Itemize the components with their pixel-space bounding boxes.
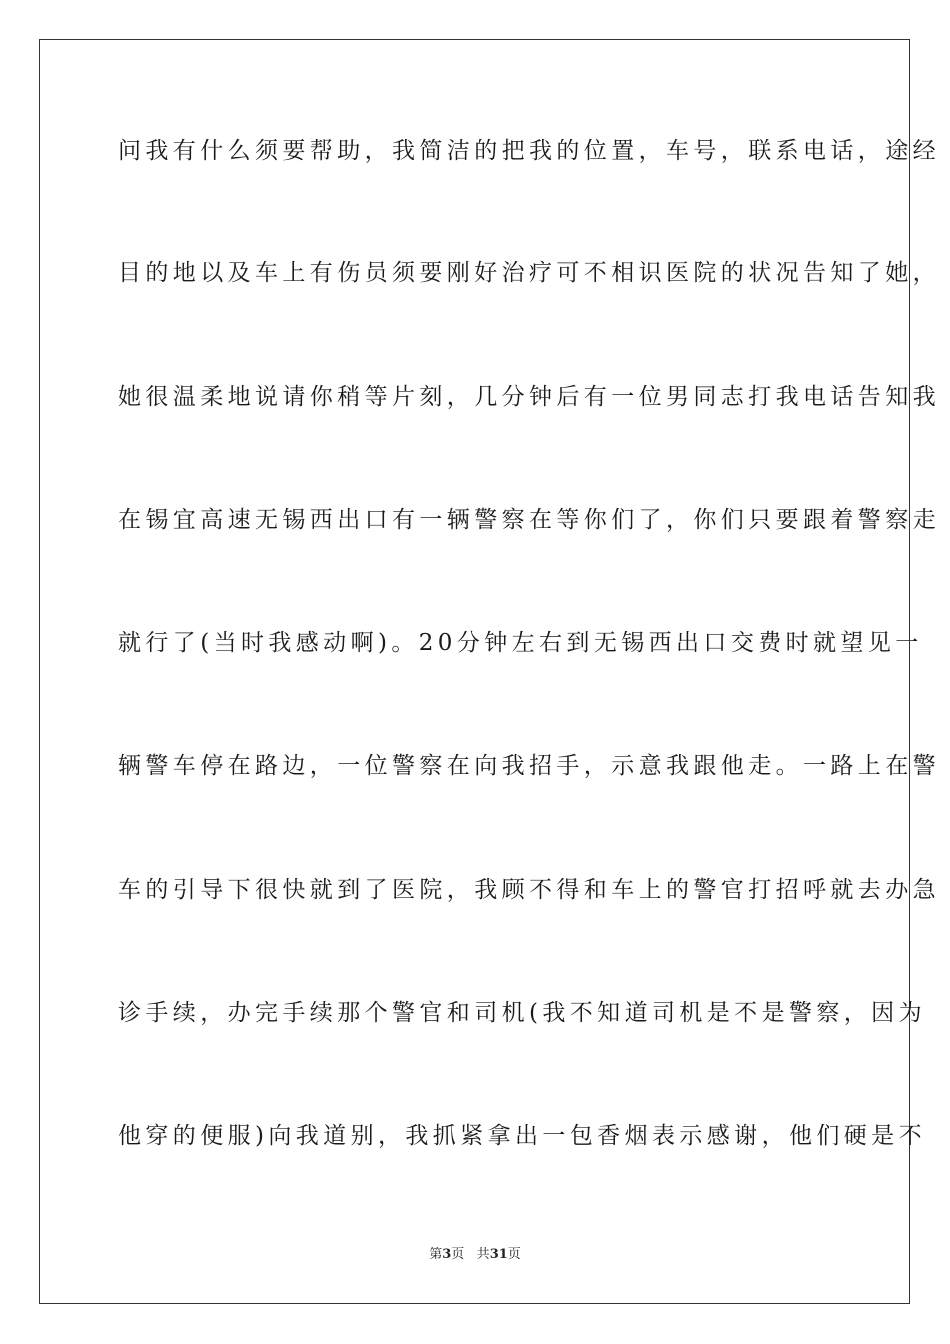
text-line: 诊手续，办完手续那个警官和司机(我不知道司机是不是警察，因为 (118, 1000, 926, 1026)
page-border (39, 39, 940, 1304)
text-line: 在锡宜高速无锡西出口有一辆警察在等你们了，你们只要跟着警察走 (118, 507, 940, 533)
text-line: 就行了(当时我感动啊)。20分钟左右到无锡西出口交费时就望见一 (118, 630, 923, 656)
text-line: 问我有什么须要帮助，我简洁的把我的位置，车号，联系电话，途经 (118, 138, 940, 164)
text-line: 辆警车停在路边，一位警察在向我招手，示意我跟他走。一路上在警 (118, 753, 940, 779)
total-prefix: 共 (476, 1247, 490, 1262)
text-line: 他穿的便服)向我道别，我抓紧拿出一包香烟表示感谢，他们硬是不 (118, 1123, 926, 1149)
total-suffix: 页 (507, 1247, 521, 1262)
text-line: 目的地以及车上有伤员须要刚好治疗可不相识医院的状况告知了她， (118, 260, 940, 286)
page-total: 31 (489, 1247, 508, 1262)
text-line: 她很温柔地说请你稍等片刻，几分钟后有一位男同志打我电话告知我 (118, 384, 940, 410)
page-footer (0, 1247, 950, 1263)
text-line: 车的引导下很快就到了医院，我顾不得和车上的警官打招呼就去办急 (118, 877, 940, 903)
page-current: 3 (442, 1247, 452, 1262)
page-suffix: 页 (451, 1247, 465, 1262)
page-prefix: 第 (429, 1247, 443, 1262)
